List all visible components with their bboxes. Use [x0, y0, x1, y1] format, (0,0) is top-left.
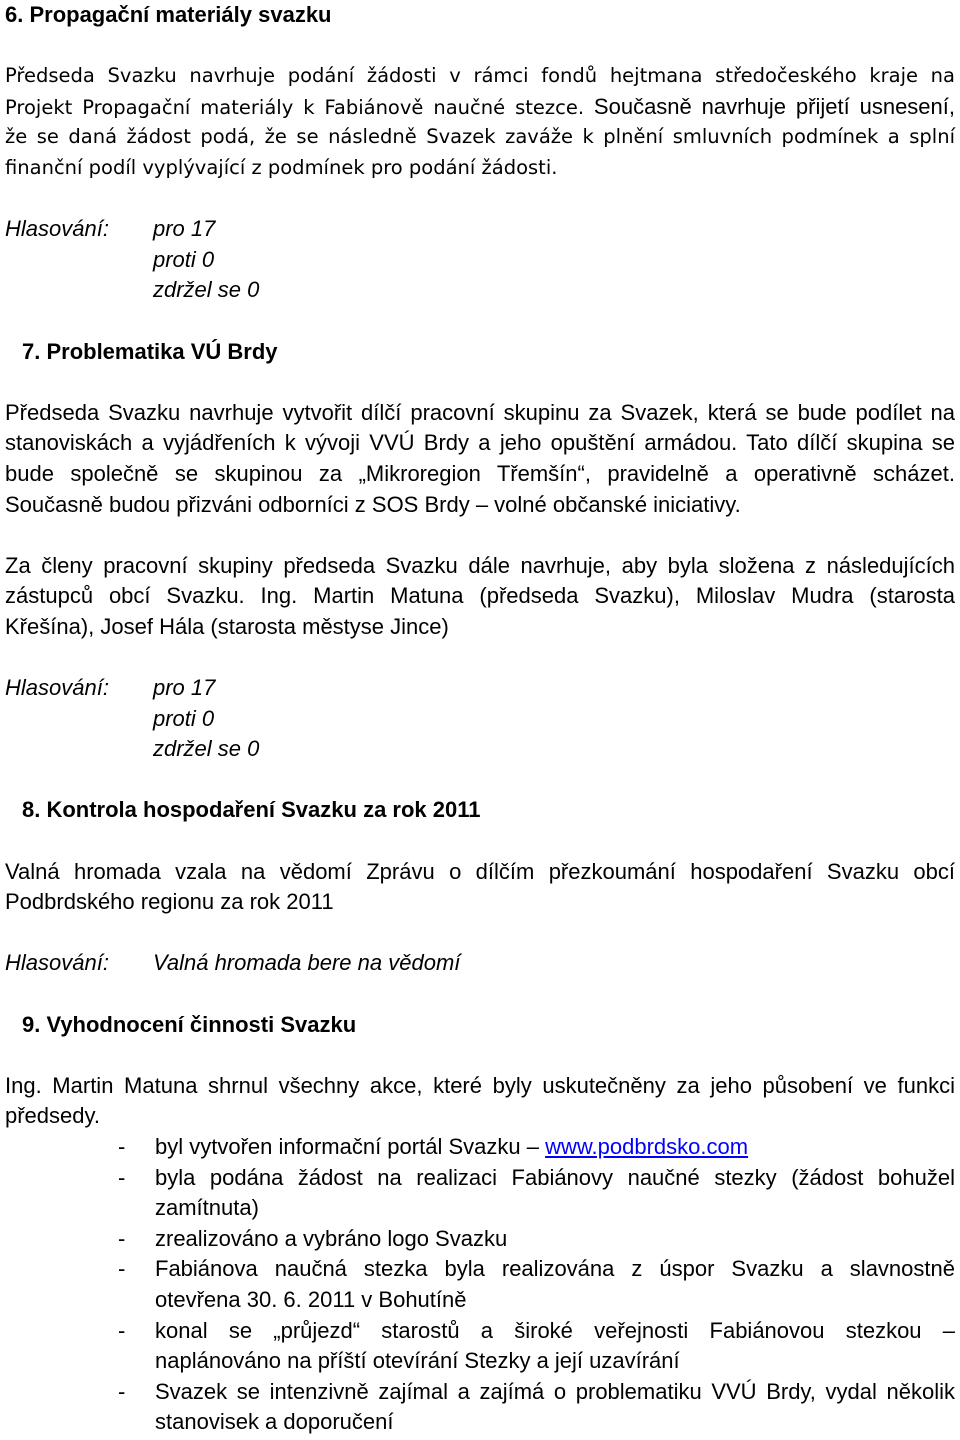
list-item-line [155, 1407, 955, 1438]
activity-list [0, 1132, 960, 1438]
vote-row-for [5, 214, 955, 245]
vote-result: Valná hromada bere na vědomí [153, 950, 461, 976]
paragraph-line-segment: Současně navrhuje přijetí usnesení, [593, 93, 955, 119]
list-item-line [155, 1193, 955, 1224]
vote-label: Hlasování: [5, 216, 109, 242]
paragraph-line: zástupců obcí Svazku. Ing. Martin Matuna (předseda Svazku), Miloslav Mudra (starosta [5, 583, 955, 609]
section-9-heading: 9. Vyhodnocení činnosti Svazku [22, 1011, 357, 1037]
section-6-vote [0, 214, 960, 306]
section-7-paragraph-1 [0, 398, 960, 520]
section-9-paragraph [0, 1071, 960, 1132]
list-item-text: stanovisek a doporučení [155, 1409, 394, 1435]
list-item-text: otevřena 30. 6. 2011 v Bohutíně [155, 1286, 467, 1312]
vote-label: Hlasování: [5, 675, 109, 701]
paragraph-line: Za členy pracovní skupiny předseda Svazku dále navrhuje, aby byla složena z následujících [5, 552, 955, 578]
list-item-text: byl vytvořen informační portál Svazku – [155, 1133, 539, 1159]
list-item-line [155, 1285, 955, 1316]
list-item [0, 1224, 960, 1255]
list-item [0, 1132, 960, 1163]
vote-row-for [5, 673, 955, 704]
section-6-paragraph [0, 61, 960, 183]
list-bullet: - [118, 1317, 126, 1343]
list-item [0, 1377, 960, 1438]
list-bullet: - [118, 1225, 126, 1251]
vote-for: pro 17 [153, 675, 216, 701]
list-item-line [118, 1254, 955, 1285]
list-item [0, 1254, 960, 1315]
vote-against: proti 0 [153, 246, 215, 272]
list-item-line [118, 1132, 955, 1163]
list-item-line [118, 1377, 955, 1408]
paragraph-line: Současně budou přizváni odborníci z SOS Brdy – volné občanské iniciativy. [5, 491, 741, 517]
list-bullet: - [118, 1256, 126, 1282]
paragraph-line: Předseda Svazku navrhuje vytvořit dílčí pracovní skupinu za Svazek, která se bude podílet na [5, 399, 955, 425]
list-item-text: konal se „průjezd“ starostů a široké veřejnosti Fabiánovou stezkou – [155, 1317, 955, 1343]
paragraph-line-segment: Projekt Propagační materiály k Fabiánově naučné stezce. [5, 95, 585, 119]
section-7-paragraph-2 [0, 551, 960, 643]
paragraph-line: předsedy. [5, 1103, 100, 1129]
paragraph-line: stanoviskách a vyjádřeních k vývoji VVÚ Brdy a jeho opuštění armádou. Tato dílčí skupina se [5, 430, 955, 456]
vote-label: Hlasování: [5, 950, 109, 976]
paragraph-line: Křešína), Josef Hála (starosta městyse Jince) [5, 613, 449, 639]
list-item [0, 1163, 960, 1224]
list-item-text: naplánováno na příští otevírání Stezky a její uzavírání [155, 1348, 680, 1374]
list-item [0, 1316, 960, 1377]
paragraph-line: Valná hromada vzala na vědomí Zprávu o dílčím přezkoumání hospodaření Svazku obcí [5, 858, 955, 884]
podbrdsko-website-link[interactable]: www.podbrdsko.com [545, 1133, 749, 1159]
list-bullet: - [118, 1133, 126, 1159]
section-6-heading: 6. Propagační materiály svazku [5, 2, 332, 27]
list-item-text: zrealizováno a vybráno logo Svazku [155, 1225, 508, 1251]
paragraph-line: finanční podíl vyplývající z podmínek pro podání žádosti. [5, 155, 558, 179]
list-item-line [118, 1316, 955, 1347]
vote-against: proti 0 [153, 705, 215, 731]
list-bullet: - [118, 1378, 126, 1404]
list-item-text: zamítnuta) [155, 1195, 259, 1221]
vote-abstained: zdržel se 0 [153, 277, 260, 303]
paragraph-line: že se daná žádost podá, že se následně Svazek zaváže k plnění smluvních podmínek a splní [5, 125, 955, 149]
vote-row-result [5, 948, 955, 979]
paragraph-line: bude společně se skupinou za „Mikroregion Třemšín“, pravidelně a operativně scházet. [5, 460, 955, 486]
section-8-heading: 8. Kontrola hospodaření Svazku za rok 2011 [22, 797, 481, 823]
paragraph-line: Předseda Svazku navrhuje podání žádosti v rámci fondů hejtmana středočeského kraje na [5, 64, 955, 88]
vote-abstained: zdržel se 0 [153, 736, 260, 762]
section-7-heading: 7. Problematika VÚ Brdy [22, 338, 278, 364]
list-item-text: byla podána žádost na realizaci Fabiánovy naučné stezky (žádost bohužel [155, 1164, 955, 1190]
section-8-paragraph [0, 857, 960, 918]
paragraph-line: Podbrdského regionu za rok 2011 [5, 889, 334, 915]
list-item-line [155, 1346, 955, 1377]
paragraph-line [5, 92, 955, 123]
section-7-vote [0, 673, 960, 765]
list-bullet: - [118, 1164, 126, 1190]
list-item-text: Svazek se intenzivně zajímal a zajímá o problematiku VVÚ Brdy, vydal několik [155, 1378, 955, 1404]
list-item-text: Fabiánova naučná stezka byla realizována z úspor Svazku a slavnostně [155, 1256, 955, 1282]
paragraph-line: Ing. Martin Matuna shrnul všechny akce, které byly uskutečněny za jeho působení ve funkci [5, 1072, 955, 1098]
section-8-vote [0, 948, 960, 979]
list-item-line [118, 1224, 955, 1255]
list-item-line [118, 1163, 955, 1194]
vote-for: pro 17 [153, 216, 216, 242]
